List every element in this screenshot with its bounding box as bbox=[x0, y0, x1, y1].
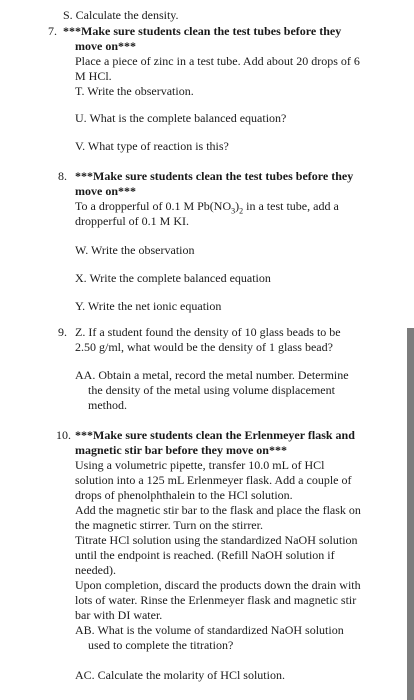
item-8-body-line1 bbox=[75, 199, 339, 214]
item-7-warning-line2: move on*** bbox=[75, 39, 136, 53]
question-v: V. What type of reaction is this? bbox=[75, 139, 229, 153]
item-9-number: 9. bbox=[58, 325, 67, 339]
item-10-step-line: Using a volumetric pipette, transfer 10.0 mL of HCl bbox=[75, 458, 325, 472]
item-9-line2: 2.50 g/ml, what would be the density of 1 glass bead? bbox=[75, 340, 333, 354]
question-s: S. Calculate the density. bbox=[63, 8, 179, 22]
item-8-body-line2: dropperful of 0.1 M KI. bbox=[75, 214, 189, 228]
item-10-number: 10. bbox=[56, 428, 71, 442]
item-10-step-line: Titrate HCl solution using the standardized NaOH solution bbox=[75, 533, 358, 547]
item-10-warning-line1: ***Make sure students clean the Erlenmeyer flask and bbox=[75, 428, 355, 442]
subscript-3: 3 bbox=[231, 206, 236, 216]
item-10-step-line: drops of phenolphthalein to the HCl solution. bbox=[75, 488, 293, 502]
question-ab-line1: AB. What is the volume of standardized NaOH solution bbox=[75, 623, 344, 637]
item-10-step-line: Upon completion, discard the products down the drain with bbox=[75, 578, 361, 592]
item-8-body-post: in a test tube, add a bbox=[243, 199, 339, 213]
question-aa-line3: method. bbox=[88, 398, 127, 412]
item-7-body-line2: M HCl. bbox=[75, 69, 112, 83]
item-10-step-line: Add the magnetic stir bar to the flask and place the flask on bbox=[75, 503, 361, 517]
question-w: W. Write the observation bbox=[75, 243, 195, 257]
subscript-2: 2 bbox=[239, 206, 244, 216]
question-u: U. What is the complete balanced equation? bbox=[75, 111, 287, 125]
item-8-body-pre: To a dropperful of 0.1 M Pb(NO bbox=[75, 199, 232, 213]
item-10-step-line: needed). bbox=[75, 563, 116, 577]
item-10-step-line: the magnetic stirrer. Turn on the stirrer. bbox=[75, 518, 263, 532]
item-8-number: 8. bbox=[58, 169, 67, 183]
item-8-body-mid: ) bbox=[235, 199, 240, 213]
item-8-warning-line2: move on*** bbox=[75, 184, 136, 198]
question-t: T. Write the observation. bbox=[75, 84, 194, 98]
item-8-warning-line1: ***Make sure students clean the test tubes before they bbox=[75, 169, 354, 183]
item-10-step-line: solution into a 125 mL Erlenmeyer flask. Add a couple of bbox=[75, 473, 352, 487]
item-10-warning-line2: magnetic stir bar before they move on*** bbox=[75, 443, 287, 457]
question-ac: AC. Calculate the molarity of HCl solution. bbox=[75, 668, 285, 682]
question-ab-line2: used to complete the titration? bbox=[88, 638, 234, 652]
question-y: Y. Write the net ionic equation bbox=[75, 299, 222, 313]
scrollbar[interactable] bbox=[407, 328, 414, 700]
item-7-body-line1: Place a piece of zinc in a test tube. Add about 20 drops of 6 bbox=[75, 54, 360, 68]
question-aa-line2: the density of the metal using volume displacement bbox=[88, 383, 335, 397]
question-aa-line1: AA. Obtain a metal, record the metal number. Determine bbox=[75, 368, 349, 382]
item-10-step-line: bar with DI water. bbox=[75, 608, 163, 622]
item-7-number: 7. bbox=[48, 24, 57, 38]
item-9-line1: Z. If a student found the density of 10 glass beads to be bbox=[75, 325, 341, 339]
item-10-step-line: until the endpoint is reached. (Refill NaOH solution if bbox=[75, 548, 335, 562]
item-10-step-line: lots of water. Rinse the Erlenmeyer flask and magnetic stir bbox=[75, 593, 357, 607]
question-x: X. Write the complete balanced equation bbox=[75, 271, 271, 285]
item-7-warning-line1: ***Make sure students clean the test tubes before they bbox=[63, 24, 342, 38]
